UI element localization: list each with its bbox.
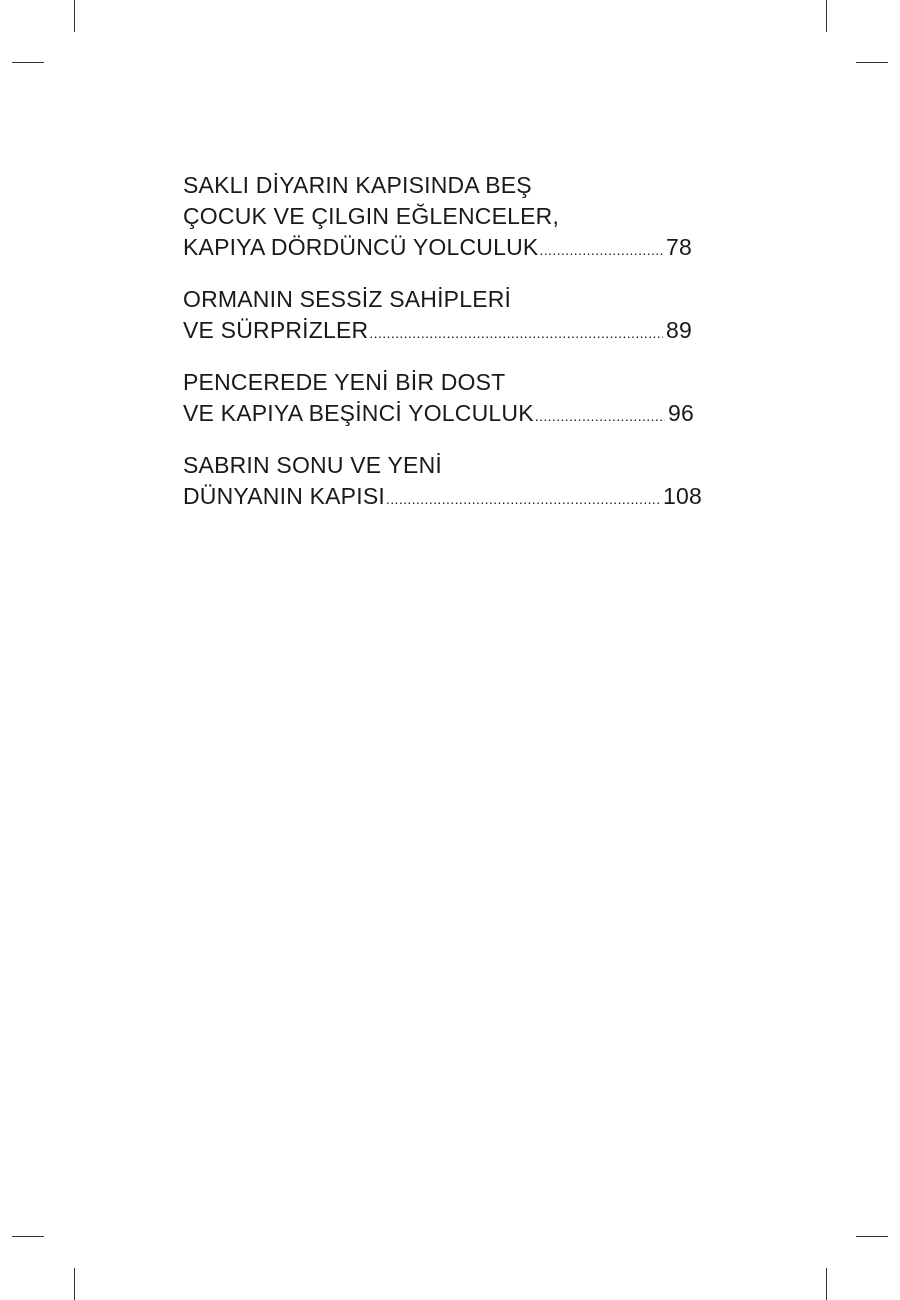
toc-entry-last-line — [183, 481, 702, 512]
crop-mark-bottom-right-horizontal — [856, 1236, 888, 1237]
toc-page-number: 78 — [666, 234, 692, 260]
toc-entry-title-line: VE SÜRPRİZLER — [183, 317, 369, 343]
toc-entry — [183, 450, 703, 512]
toc-entry-title-line: SABRIN SONU VE YENİ — [183, 452, 443, 478]
toc-entry-last-line — [183, 398, 694, 429]
dot-leader — [539, 235, 663, 266]
toc-entry — [183, 170, 703, 263]
crop-mark-bottom-left-horizontal — [12, 1236, 44, 1237]
crop-mark-bottom-left — [74, 1268, 75, 1300]
toc-entry-title-line: VE KAPIYA BEŞİNCİ YOLCULUK — [183, 400, 534, 426]
toc-entry-title-line: PENCEREDE YENİ BİR DOST — [183, 369, 506, 395]
toc-entry-last-line — [183, 232, 692, 263]
crop-mark-top-left — [74, 0, 75, 32]
toc-entry-last-line — [183, 315, 692, 346]
toc-page-number: 89 — [666, 317, 692, 343]
crop-mark-top-right-horizontal — [856, 62, 888, 63]
toc-entry-title-line: ÇOCUK VE ÇILGIN EĞLENCELER, — [183, 203, 560, 229]
toc-page-number: 108 — [663, 483, 702, 509]
dot-leader — [369, 318, 663, 349]
toc-entry — [183, 367, 703, 429]
toc-entry-title-line: KAPIYA DÖRDÜNCÜ YOLCULUK — [183, 234, 539, 260]
dot-leader — [535, 401, 665, 432]
toc-entry-title-line: SAKLI DİYARIN KAPISINDA BEŞ — [183, 172, 532, 198]
table-of-contents — [183, 170, 703, 533]
toc-page-number: 96 — [668, 400, 694, 426]
dot-leader — [386, 484, 660, 515]
toc-entry — [183, 284, 703, 346]
crop-mark-bottom-right — [826, 1268, 827, 1300]
crop-mark-top-right — [826, 0, 827, 32]
toc-entry-title-line: DÜNYANIN KAPISI — [183, 483, 385, 509]
toc-entry-title-line: ORMANIN SESSİZ SAHİPLERİ — [183, 286, 512, 312]
crop-mark-top-left-horizontal — [12, 62, 44, 63]
